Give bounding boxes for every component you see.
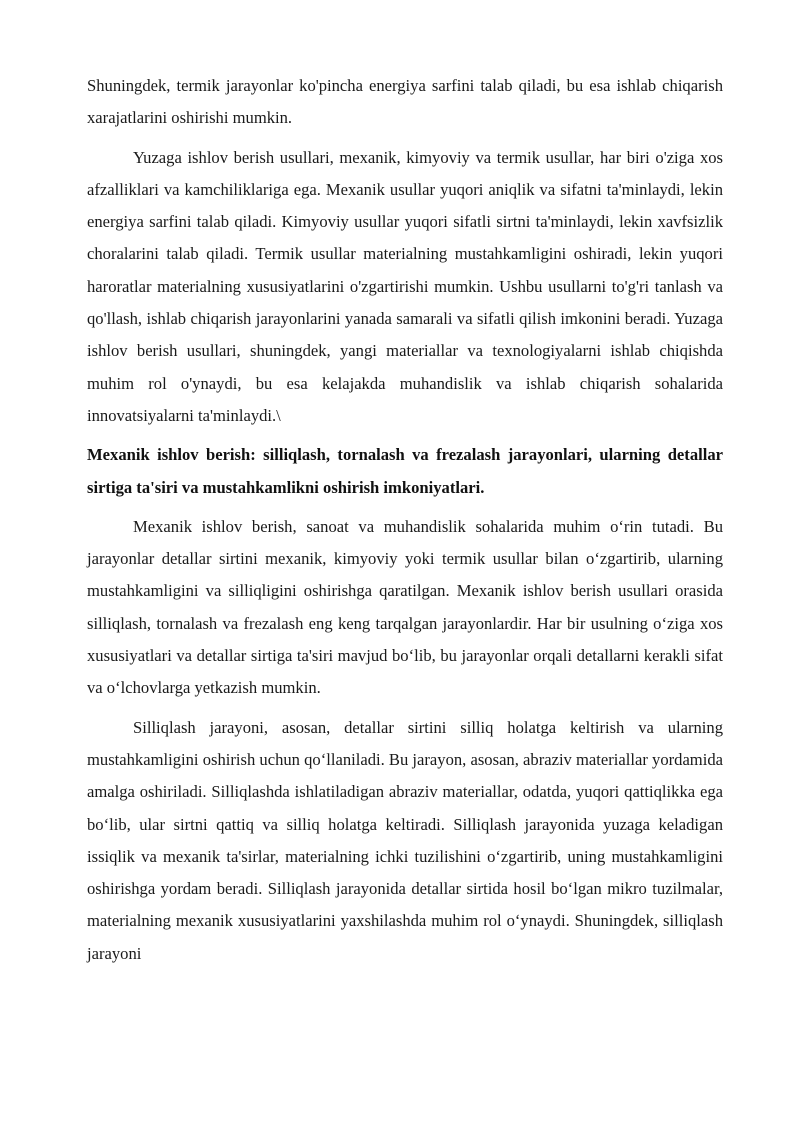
paragraph-grinding-process: Silliqlash jarayoni, asosan, detallar sirtini silliq holatga keltirish va ularning mustahkamligini oshirish uchun qo‘llaniladi. Bu jarayon, asosan, abraziv materiallar yordamida amalga oshiriladi. Silliqlashda ishlatiladigan abraziv materiallar, odatda, yuqori qattiqlikka ega bo‘lib, ular sirtni qattiq va silliq holatga keltiradi. Silliqlash jarayonida yuzaga keladigan issiqlik va mexanik ta'sirlar, materialning ichki tuzilishini o‘zgartirib, uning mustahkamligini oshirishga yordam beradi. Silliqlash jarayonida detallar sirtida hosil bo‘lgan mikro tuzilmalar, materialning mexanik xususiyatlarini yaxshilashda muhim rol o‘ynaydi. Shuningdek, silliqlash jarayoni <box>87 717 723 963</box>
paragraph-mechanical-intro: Mexanik ishlov berish, sanoat va muhandislik sohalarida muhim o‘rin tutadi. Bu jarayonlar detallar sirtini mexanik, kimyoviy yoki termik usullar bilan o‘zgartirib, ularning mustahkamligini va silliqligini oshirishga qaratilgan. Mexanik ishlov berish usullari orasida silliqlash, tornalash va frezalash eng keng tarqalgan jarayonlardir. Har bir usulning o‘ziga xos xususiyatlari va detallar sirtiga ta'siri mavjud bo‘lib, bu jarayonlar orqali detallarni kerakli sifat va o‘lchovlarga yetkazish mumkin. <box>87 516 723 698</box>
document-page <box>87 70 723 977</box>
section-heading: Mexanik ishlov berish: silliqlash, tornalash va frezalash jarayonlari, ularning detallar sirtiga ta'siri va mustahkamlikni oshirish imkoniyatlari. <box>87 445 723 497</box>
paragraph-surface-methods-summary: Yuzaga ishlov berish usullari, mexanik, kimyoviy va termik usullar, har biri o'ziga xos afzalliklari va kamchiliklariga ega. Mexanik usullar yuqori aniqlik va sifatni ta'minlaydi, lekin energiya sarfini talab qiladi. Kimyoviy usullar yuqori sifatli sirtni ta'minlaydi, lekin xavfsizlik choralarini talab qiladi. Termik usullar materialning mustahkamligini oshiradi, lekin yuqori haroratlar materialning xususiyatlarini o'zgartirishi mumkin. Ushbu usullarni to'g'ri tanlash va qo'llash, ishlab chiqarish jarayonlarini yanada samarali va sifatli qilish imkonini beradi. Yuzaga ishlov berish usullari, shuningdek, yangi materiallar va texnologiyalarni ishlab chiqishda muhim rol o'ynaydi, bu esa kelajakda muhandislik va ishlab chiqarish sohalarida innovatsiyalarni ta'minlaydi.\ <box>87 147 723 425</box>
paragraph-continuation: Shuningdek, termik jarayonlar ko'pincha energiya sarfini talab qiladi, bu esa ishlab chiqarish xarajatlarini oshirishi mumkin. <box>87 76 723 128</box>
